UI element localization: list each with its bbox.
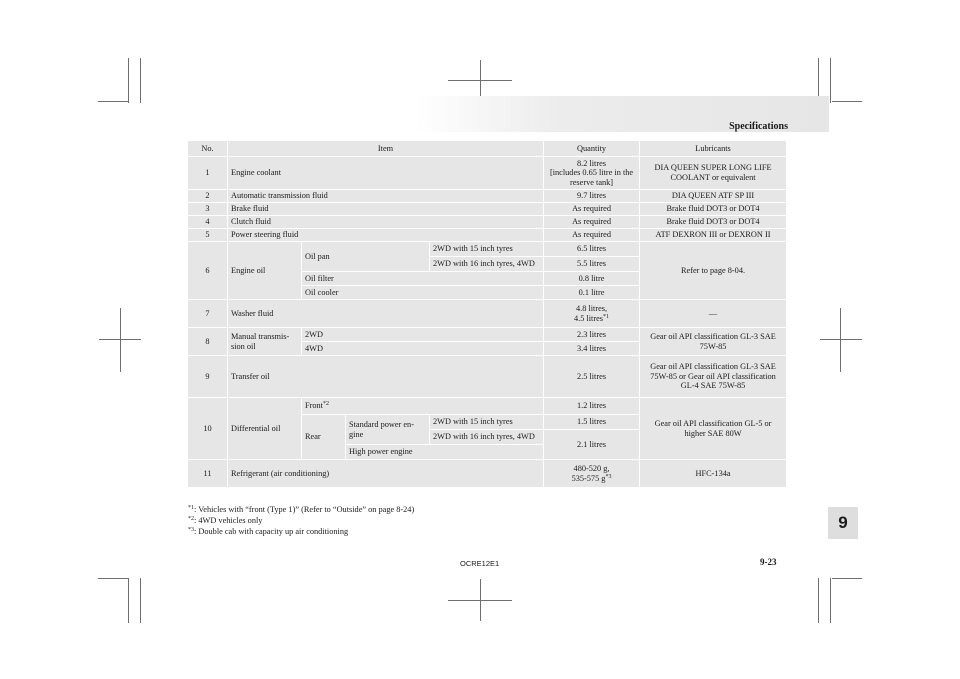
row-lubricant — [640, 157, 787, 190]
row-quantity: 2.1 litres — [544, 430, 640, 460]
lubricant-line: Gear oil API classification GL-5 or — [654, 418, 772, 428]
row-quantity: 6.5 litres — [544, 242, 640, 257]
footnote-ref: *2 — [322, 401, 329, 408]
item-line: gine — [349, 429, 364, 439]
lubricant-line: Gear oil API classification GL-3 SAE — [650, 362, 776, 372]
row-lubricant: HFC-134a — [640, 460, 787, 488]
row-quantity: 0.8 litre — [544, 272, 640, 286]
front-text: Front — [305, 401, 323, 411]
quantity-line: 535-575 g — [571, 473, 606, 483]
footnotes — [188, 504, 414, 537]
row-no: 1 — [188, 157, 228, 190]
row-quantity — [544, 157, 640, 190]
footnote-text: : Vehicles with “front (Type 1)” (Refer to “Outside” on page 8-24) — [194, 505, 415, 514]
row-quantity — [544, 460, 640, 488]
row-item: Automatic transmission fluid — [228, 190, 544, 203]
front-label — [302, 398, 544, 415]
oil-cooler-label: Oil cooler — [302, 286, 544, 300]
footnote-text: : Double cab with capacity up air conditioning — [194, 527, 349, 536]
row-item: Clutch fluid — [228, 216, 544, 229]
row-quantity: As required — [544, 216, 640, 229]
row-quantity: 0.1 litre — [544, 286, 640, 300]
crop-mark — [128, 578, 129, 623]
footnote-mark: *1 — [188, 505, 194, 511]
row-item: Differential oil — [228, 398, 302, 460]
header-item: Item — [228, 141, 544, 157]
row-item: Refrigerant (air conditioning) — [228, 460, 544, 488]
row-quantity: 9.7 litres — [544, 190, 640, 203]
row-no: 6 — [188, 242, 228, 300]
oil-pan-variant: 2WD with 15 inch tyres — [430, 242, 544, 257]
specifications-table — [187, 140, 787, 488]
lubricant-line: 75W-85 or Gear oil API classification — [650, 371, 776, 381]
row-lubricant: — — [640, 300, 787, 328]
oil-pan-variant: 2WD with 16 inch tyres, 4WD — [430, 257, 544, 272]
variant-label: 2WD — [302, 328, 544, 342]
footnote-ref: *1 — [603, 313, 610, 320]
row-lubricant: Brake fluid DOT3 or DOT4 — [640, 216, 787, 229]
document-code: OCRE12E1 — [460, 559, 500, 568]
high-power-engine-label: High power engine — [346, 445, 544, 460]
lubricant-line: higher SAE 80W — [684, 428, 742, 438]
quantity-line: [includes 0.65 litre in the — [549, 168, 634, 178]
registration-mark — [448, 600, 512, 601]
footnote — [188, 504, 414, 515]
table-row — [188, 356, 787, 398]
row-lubricant — [640, 328, 787, 356]
row-lubricant — [640, 398, 787, 460]
lubricant-line: GL-4 SAE 75W-85 — [680, 381, 746, 391]
row-no: 2 — [188, 190, 228, 203]
row-no: 8 — [188, 328, 228, 356]
row-quantity: 2.5 litres — [544, 356, 640, 398]
row-lubricant: DIA QUEEN ATF SP III — [640, 190, 787, 203]
standard-engine-label — [346, 415, 430, 445]
quantity-line: 8.2 litres — [577, 158, 607, 168]
table-row — [188, 203, 787, 216]
item-line: Standard power en- — [349, 419, 414, 429]
row-no: 3 — [188, 203, 228, 216]
section-title: Specifications — [729, 121, 788, 132]
row-no: 4 — [188, 216, 228, 229]
footnote-mark: *2 — [188, 516, 194, 522]
crop-mark — [98, 101, 128, 102]
crop-mark — [832, 101, 862, 102]
crop-mark — [830, 58, 831, 103]
footnote-ref: *3 — [605, 473, 612, 480]
row-item: Brake fluid — [228, 203, 544, 216]
table-row — [188, 190, 787, 203]
footnote — [188, 526, 414, 537]
crop-mark — [140, 58, 141, 103]
rear-label: Rear — [302, 415, 346, 460]
row-quantity: As required — [544, 203, 640, 216]
table-row — [188, 157, 787, 190]
crop-mark — [830, 578, 831, 623]
crop-mark — [832, 578, 862, 579]
row-quantity: 2.3 litres — [544, 328, 640, 342]
row-no: 9 — [188, 356, 228, 398]
row-no: 11 — [188, 460, 228, 488]
quantity-line: reserve tank] — [569, 177, 614, 187]
table-row — [188, 398, 787, 415]
table-row — [188, 328, 787, 342]
row-lubricant: Brake fluid DOT3 or DOT4 — [640, 203, 787, 216]
table-row — [188, 300, 787, 328]
item-line: sion oil — [231, 341, 256, 351]
quantity-line: 4.8 litres, — [575, 303, 608, 313]
row-lubricant: ATF DEXRON III or DEXRON II — [640, 229, 787, 242]
registration-mark — [840, 308, 841, 372]
crop-mark — [140, 578, 141, 623]
row-item: Power steering fluid — [228, 229, 544, 242]
row-item — [228, 328, 302, 356]
row-item: Engine coolant — [228, 157, 544, 190]
lubricant-line: Gear oil API classification GL-3 SAE — [650, 331, 776, 341]
variant-label: 2WD with 15 inch tyres — [430, 415, 544, 430]
row-no: 5 — [188, 229, 228, 242]
oil-pan-label: Oil pan — [302, 242, 430, 272]
table-header-row — [188, 141, 787, 157]
footnote — [188, 515, 414, 526]
header-quantity: Quantity — [544, 141, 640, 157]
variant-label: 2WD with 16 inch tyres, 4WD — [430, 430, 544, 445]
table-row — [188, 460, 787, 488]
variant-label: 4WD — [302, 342, 544, 356]
crop-mark — [98, 578, 128, 579]
table-row — [188, 242, 787, 257]
row-lubricant: Refer to page 8-04. — [640, 242, 787, 300]
registration-mark — [99, 339, 141, 340]
registration-mark — [448, 80, 512, 81]
chapter-tab: 9 — [828, 507, 858, 539]
row-quantity: As required — [544, 229, 640, 242]
row-lubricant — [640, 356, 787, 398]
lubricant-line: DIA QUEEN SUPER LONG LIFE — [654, 163, 772, 173]
crop-mark — [818, 578, 819, 623]
header-no: No. — [188, 141, 228, 157]
row-quantity — [544, 300, 640, 328]
row-quantity: 3.4 litres — [544, 342, 640, 356]
row-item: Engine oil — [228, 242, 302, 300]
page-number: 9-23 — [760, 557, 777, 567]
row-quantity: 1.2 litres — [544, 398, 640, 415]
table-row — [188, 229, 787, 242]
crop-mark — [128, 58, 129, 103]
registration-mark — [820, 339, 862, 340]
row-quantity: 1.5 litres — [544, 415, 640, 430]
oil-filter-label: Oil filter — [302, 272, 544, 286]
quantity-line: 4.5 litres — [574, 313, 604, 323]
header-lubricants: Lubricants — [640, 141, 787, 157]
row-no: 7 — [188, 300, 228, 328]
lubricant-line: COOLANT or equivalent — [670, 173, 756, 182]
table-row — [188, 216, 787, 229]
item-line: Manual transmis- — [231, 331, 290, 341]
row-no: 10 — [188, 398, 228, 460]
row-item: Transfer oil — [228, 356, 544, 398]
registration-mark — [120, 308, 121, 372]
footnote-text: : 4WD vehicles only — [194, 516, 263, 525]
row-quantity: 5.5 litres — [544, 257, 640, 272]
footnote-mark: *3 — [188, 527, 194, 533]
lubricant-line: 75W-85 — [699, 341, 727, 351]
quantity-line: 480-520 g, — [573, 463, 610, 473]
row-item: Washer fluid — [228, 300, 544, 328]
